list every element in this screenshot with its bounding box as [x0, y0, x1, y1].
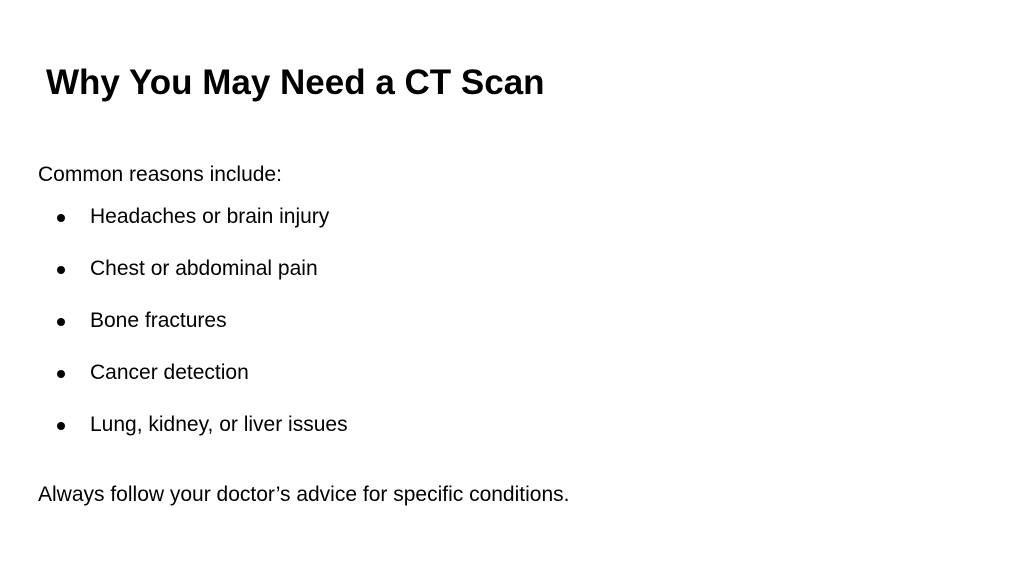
list-item-text: Bone fractures	[90, 309, 227, 332]
slide-title: Why You May Need a CT Scan	[46, 63, 545, 102]
bullet-icon	[57, 422, 65, 430]
list-item-text: Cancer detection	[90, 361, 249, 384]
bullet-icon	[57, 318, 65, 326]
bullet-icon	[57, 266, 65, 274]
list-item-text: Lung, kidney, or liver issues	[90, 413, 348, 436]
footer-note: Always follow your doctor’s advice for specific conditions.	[38, 483, 570, 506]
intro-text: Common reasons include:	[38, 163, 282, 186]
list-item-text: Chest or abdominal pain	[90, 257, 318, 280]
bullet-icon	[57, 370, 65, 378]
list-item-text: Headaches or brain injury	[90, 205, 330, 228]
bullet-icon	[57, 214, 65, 222]
